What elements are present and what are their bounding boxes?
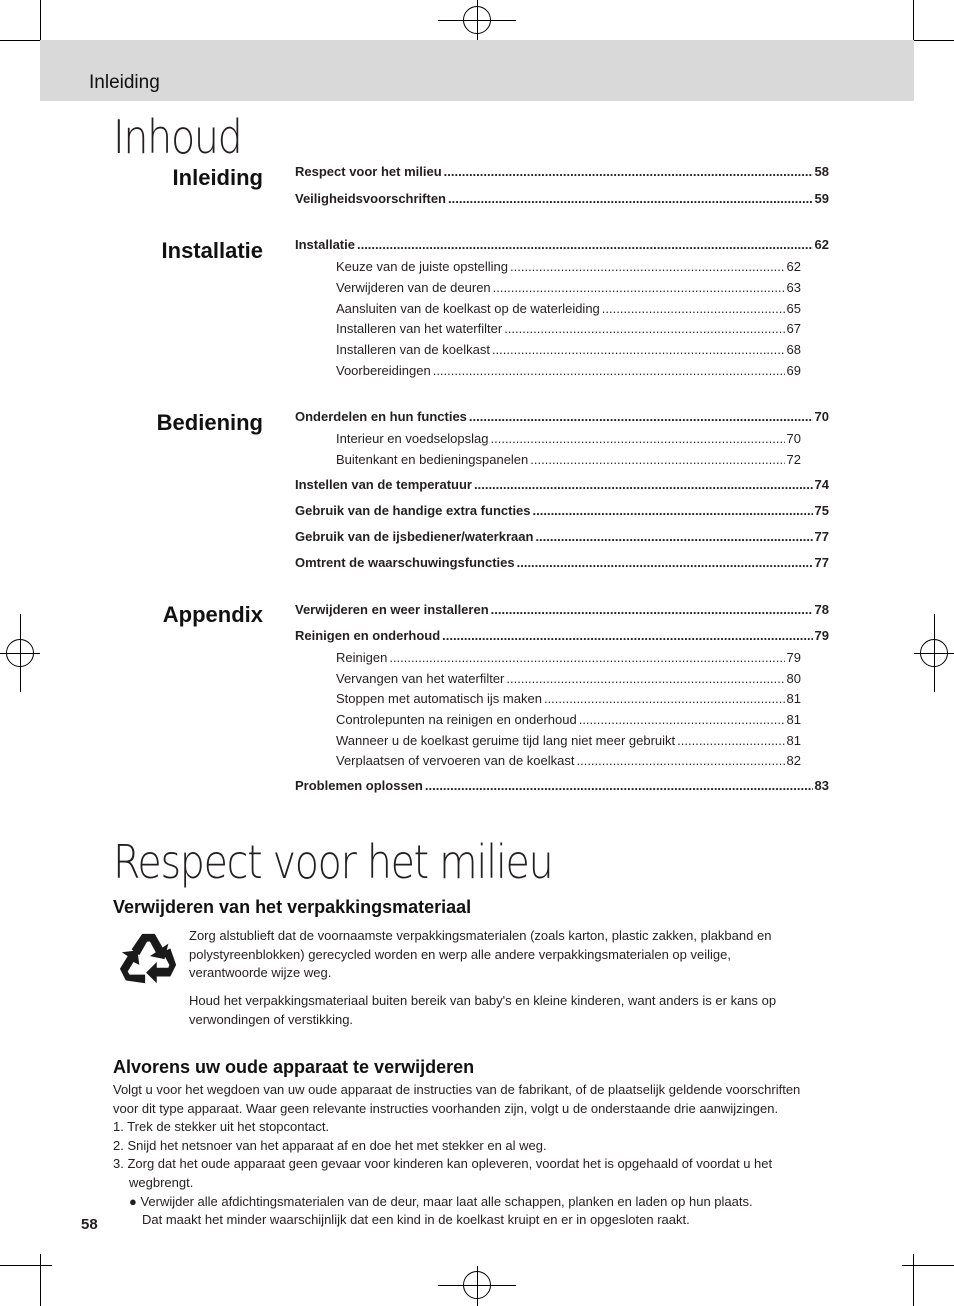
toc-subentry[interactable]: Controlepunten na reinigen en onderhoud ..... 81 [336,712,801,727]
toc-entry[interactable]: Omtrent de waarschuwingsfuncties ..... 77 [295,555,829,570]
toc-subentry[interactable]: Vervangen van het waterfilter ..... 80 [336,671,801,686]
milieu-title: Respect voor het milieu [113,835,553,889]
toc-entry[interactable]: Instellen van de temperatuur ..... 74 [295,477,829,492]
old-appliance-heading: Alvorens uw oude apparaat te verwijderen [113,1057,475,1077]
toc-subentry[interactable]: Installeren van het waterfilter ..... 67 [336,321,801,336]
toc-subentry[interactable]: Wanneer u de koelkast geruime tijd lang niet meer gebruikt ..... 81 [336,733,801,748]
recycle-icon [118,930,180,992]
toc-subentry[interactable]: Installeren van de koelkast ..... 68 [336,342,801,357]
toc-subentry[interactable]: Stoppen met automatisch ijs maken ..... 81 [336,691,801,706]
toc-section-installatie: Installatie [161,238,263,263]
toc-entry[interactable]: Onderdelen en hun functies ..... 70 [295,409,829,424]
page-number: 58 [81,1216,98,1233]
toc-subentry[interactable]: Verwijderen van de deuren ..... 63 [336,280,801,295]
header-band [40,40,914,101]
toc-subentry[interactable]: Buitenkant en bedieningspanelen ..... 72 [336,452,801,467]
bullet-item: ● Verwijder alle afdichtingsmaterialen van de deur, maar laat alle schappen, planken en laden op hun plaats. [129,1193,753,1209]
toc-subentry[interactable]: Verplaatsen of vervoeren van de koelkast ..... 82 [336,753,801,768]
toc-subentry[interactable]: Interieur en voedselopslag ..... 70 [336,431,801,446]
header-section-label: Inleiding [89,72,160,93]
old-appliance-intro: Volgt u voor het wegdoen van uw oude apparaat de instructies van de fabrikant, of de plaatselijk geldende voorschriften [113,1082,801,1097]
toc-entry[interactable]: Gebruik van de handige extra functies ..... 75 [295,503,829,518]
toc-subentry[interactable]: Reinigen ..... 79 [336,650,801,665]
packaging-heading: Verwijderen van het verpakkingsmateriaal [113,897,472,917]
packaging-paragraph-1: Zorg alstublieft dat de voornaamste verpakkingsmaterialen (zoals karton, plastic zakken, plakband en polystyreenblokken) gerecycled worden en werp alle andere verpakkingsmaterialen op veilige, verantwoorde wijze weg. [189,928,772,981]
packaging-paragraph-2: Houd het verpakkingsmateriaal buiten bereik van baby's en kleine kinderen, want anders is er kans op verwondingen of verstikking. [189,993,777,1027]
toc-section-inleiding: Inleiding [172,165,263,190]
toc-entry[interactable]: Veiligheidsvoorschriften ..... 59 [295,191,829,206]
old-appliance-text: Volgt u voor het wegdoen van uw oude apparaat de instructies van de fabrikant, of de plaatselijk geldende voorschriften voor dit type apparaat. Waar geen relevante instructies voorhanden zijn, volgt u de onderstaande drie aanwijzingen. 1. Trek de stekker uit het stopcontact. 2. Snijd het netsnoer van het apparaat af en doe het met stekker en al weg. 3. Zorg dat het oude apparaat geen gevaar voor kinderen kan opleveren, voordat het is opgehaald of voordat u het wegbrengt. ● Verwijder alle afdichtingsmaterialen van de deur, maar laat alle schappen, planken en laden op hun plaats. Dat maakt het minder waarschijnlijk dat een kind in de koelkast kruipt en er in opgesloten raakt. [113,1082,801,1228]
toc-title: Inhoud [113,110,242,164]
step-1: 1. Trek de stekker uit het stopcontact. [113,1119,330,1135]
toc-section-appendix: Appendix [162,602,263,627]
toc-entry[interactable]: Respect voor het milieu ..... 58 [295,164,829,179]
step-3: 3. Zorg dat het oude apparaat geen gevaar voor kinderen kan opleveren, voordat het is opgehaald of voordat u het [113,1156,773,1172]
toc-entry[interactable]: Problemen oplossen ..... 83 [295,778,829,793]
step-2: 2. Snijd het netsnoer van het apparaat af en doe het met stekker en al weg. [113,1137,547,1153]
toc-entry[interactable]: Installatie ..... 62 [295,237,829,252]
toc-entry[interactable]: Gebruik van de ijsbediener/waterkraan ..... 77 [295,529,829,544]
toc-subentry[interactable]: Voorbereidingen ..... 69 [336,363,801,378]
toc-entry[interactable]: Reinigen en onderhoud ..... 79 [295,628,829,643]
toc-section-bediening: Bediening [156,410,263,435]
toc-entry[interactable]: Verwijderen en weer installeren ..... 78 [295,602,829,617]
toc-subentry[interactable]: Keuze van de juiste opstelling ..... 62 [336,259,801,274]
toc-subentry[interactable]: Aansluiten van de koelkast op de waterleiding ..... 65 [336,301,801,316]
